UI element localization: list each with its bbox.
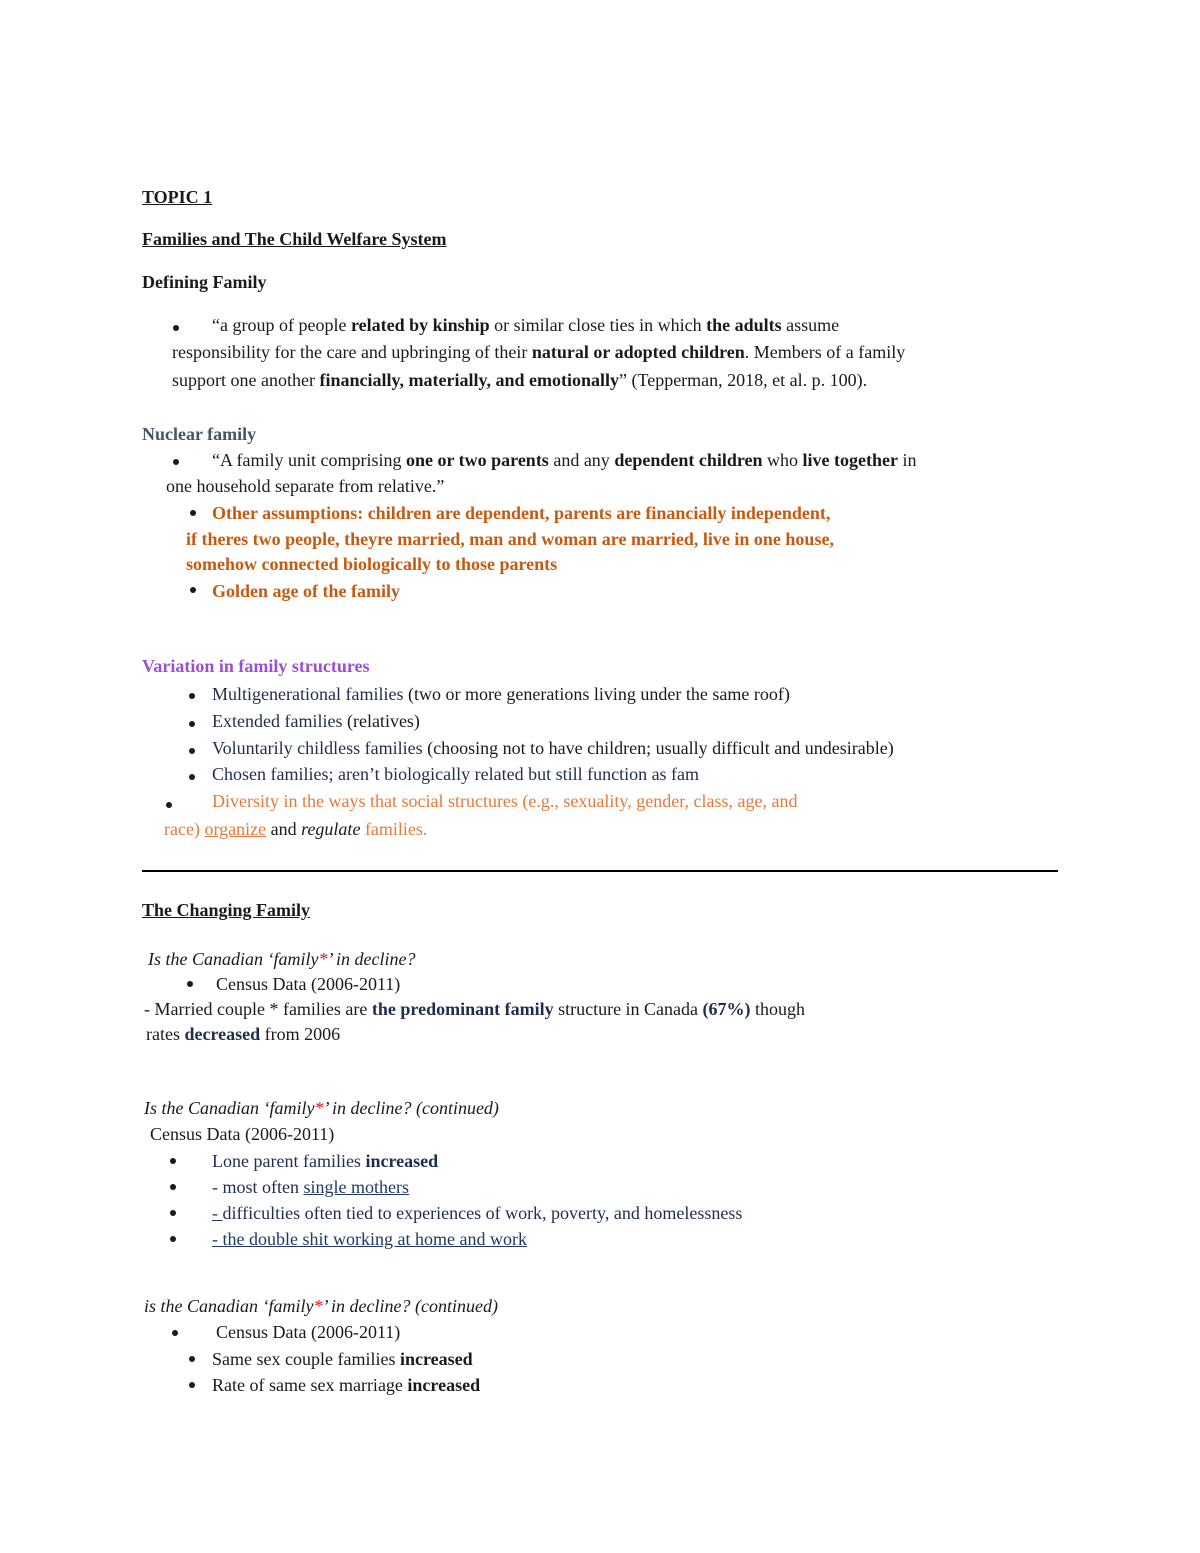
diversity-line-2: race) organize and regulate families. bbox=[164, 819, 428, 839]
bullet-icon bbox=[189, 748, 195, 754]
document-title: Families and The Child Welfare System bbox=[142, 229, 447, 249]
bullet-icon bbox=[189, 774, 195, 780]
single-mothers-item: - most often single mothers bbox=[212, 1177, 409, 1197]
defining-family-heading: Defining Family bbox=[142, 272, 267, 292]
variation-item: Multigenerational families (two or more generations living under the same roof) bbox=[212, 684, 790, 704]
bullet-icon bbox=[190, 510, 196, 516]
difficulties-item: - difficulties often tied to experiences of work, poverty, and homelessness bbox=[212, 1203, 743, 1223]
bullet-icon bbox=[170, 1236, 176, 1242]
bullet-icon bbox=[189, 1356, 195, 1362]
bullet-icon bbox=[190, 587, 196, 593]
lone-parent-item: Lone parent families increased bbox=[212, 1151, 439, 1171]
definition-line-3: support one another financially, materially, and emotionally” (Tepperman, 2018, et al. p. 100). bbox=[172, 370, 868, 390]
nuclear-family-heading: Nuclear family bbox=[142, 424, 257, 444]
assumptions-line-2: if theres two people, theyre married, man and woman are married, live in one house, bbox=[186, 529, 834, 549]
double-shift-item: - the double shit working at home and work bbox=[212, 1229, 527, 1249]
decline-question-2: Is the Canadian ‘family*’ in decline? (continued) bbox=[144, 1098, 499, 1118]
bullet-icon bbox=[189, 693, 195, 699]
bullet-icon bbox=[170, 1210, 176, 1216]
bullet-icon bbox=[187, 981, 193, 987]
variation-heading: Variation in family structures bbox=[142, 656, 370, 676]
bullet-icon bbox=[172, 1330, 178, 1336]
definition-line-2: responsibility for the care and upbringing of their natural or adopted children. Members of a family bbox=[172, 342, 906, 362]
census-data-label: Census Data (2006-2011) bbox=[216, 1322, 401, 1342]
same-sex-families-item: Same sex couple families increased bbox=[212, 1349, 473, 1369]
married-line-1: - Married couple * families are the predominant family structure in Canada (67%) though bbox=[144, 999, 806, 1019]
bullet-icon bbox=[189, 721, 195, 727]
variation-item: Extended families (relatives) bbox=[212, 711, 420, 731]
definition-line-1: “a group of people related by kinship or similar close ties in which the adults assume bbox=[212, 315, 840, 335]
bullet-icon bbox=[173, 325, 179, 331]
topic-label: TOPIC 1 bbox=[142, 187, 213, 207]
bullet-icon bbox=[170, 1158, 176, 1164]
diversity-line-1: Diversity in the ways that social structures (e.g., sexuality, gender, class, age, and bbox=[212, 791, 798, 811]
variation-item: Voluntarily childless families (choosing not to have children; usually difficult and undesirable) bbox=[212, 738, 894, 758]
variation-item: Chosen families; aren’t biologically related but still function as fam bbox=[212, 764, 700, 784]
bullet-icon bbox=[173, 459, 179, 465]
section-divider bbox=[142, 870, 1058, 872]
decline-question-1: Is the Canadian ‘family*’ in decline? bbox=[148, 949, 416, 969]
bullet-icon bbox=[166, 802, 172, 808]
bullet-icon bbox=[189, 1382, 195, 1388]
changing-family-heading: The Changing Family bbox=[142, 900, 311, 920]
married-line-2: rates decreased from 2006 bbox=[146, 1024, 341, 1044]
bullet-icon bbox=[170, 1184, 176, 1190]
nuclear-definition-line-2: one household separate from relative.” bbox=[166, 476, 445, 496]
census-data-label: Census Data (2006-2011) bbox=[150, 1124, 335, 1144]
same-sex-marriage-item: Rate of same sex marriage increased bbox=[212, 1375, 481, 1395]
assumptions-line-1: Other assumptions: children are dependent, parents are financially independent, bbox=[212, 503, 831, 523]
golden-age-item: Golden age of the family bbox=[212, 581, 400, 601]
assumptions-line-3: somehow connected biologically to those parents bbox=[186, 554, 558, 574]
census-data-label: Census Data (2006-2011) bbox=[216, 974, 401, 994]
decline-question-3: is the Canadian ‘family*’ in decline? (continued) bbox=[144, 1296, 498, 1316]
nuclear-definition-line-1: “A family unit comprising one or two parents and any dependent children who live together in bbox=[212, 450, 917, 470]
